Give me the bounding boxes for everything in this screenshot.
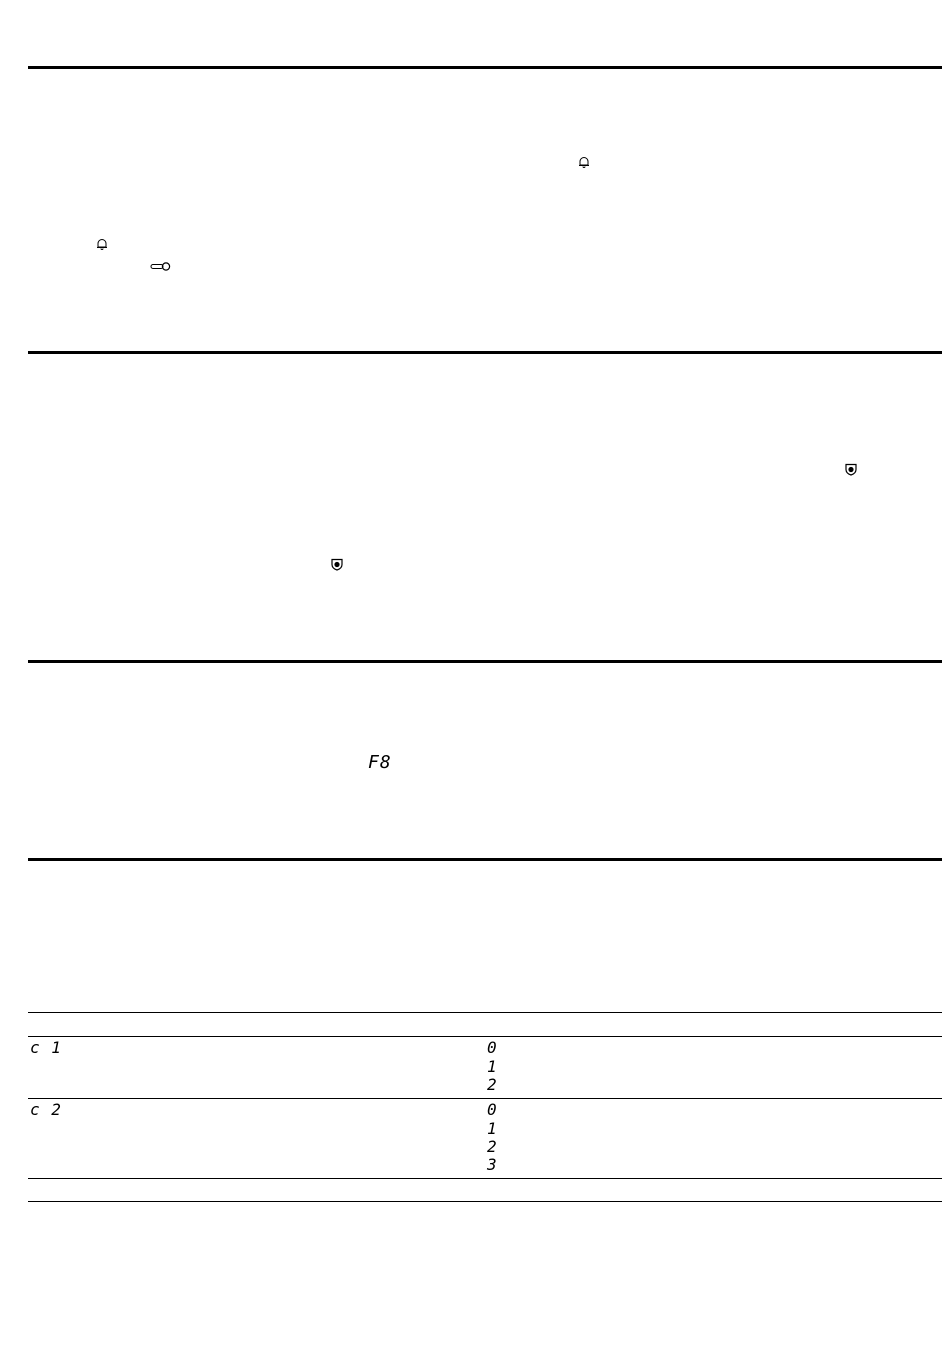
- key-icon: [150, 261, 171, 272]
- setting-value: 2: [487, 1137, 498, 1156]
- table-bottom-rule: [28, 1201, 942, 1202]
- table-row-rule: [28, 1098, 942, 1099]
- fault-code-display: F8: [368, 752, 392, 773]
- section-divider-4: [28, 858, 942, 861]
- section-divider-3: [28, 660, 942, 663]
- setting-value: 1: [487, 1119, 498, 1138]
- setting-value: 0: [487, 1038, 498, 1057]
- setting-value: 3: [487, 1155, 498, 1174]
- bell-icon: [578, 156, 590, 169]
- table-row-rule: [28, 1178, 942, 1179]
- setting-code: c 2: [30, 1100, 62, 1119]
- table-header-rule: [28, 1036, 942, 1037]
- table-top-rule: [28, 1012, 942, 1013]
- shield-icon: [331, 558, 343, 571]
- setting-value: 0: [487, 1100, 498, 1119]
- bell-icon: [96, 238, 108, 251]
- setting-value: 2: [487, 1075, 498, 1094]
- section-divider-1: [28, 66, 942, 69]
- setting-value: 1: [487, 1057, 498, 1076]
- section-divider-2: [28, 351, 942, 354]
- shield-icon: [845, 463, 857, 476]
- setting-code: c 1: [30, 1038, 62, 1057]
